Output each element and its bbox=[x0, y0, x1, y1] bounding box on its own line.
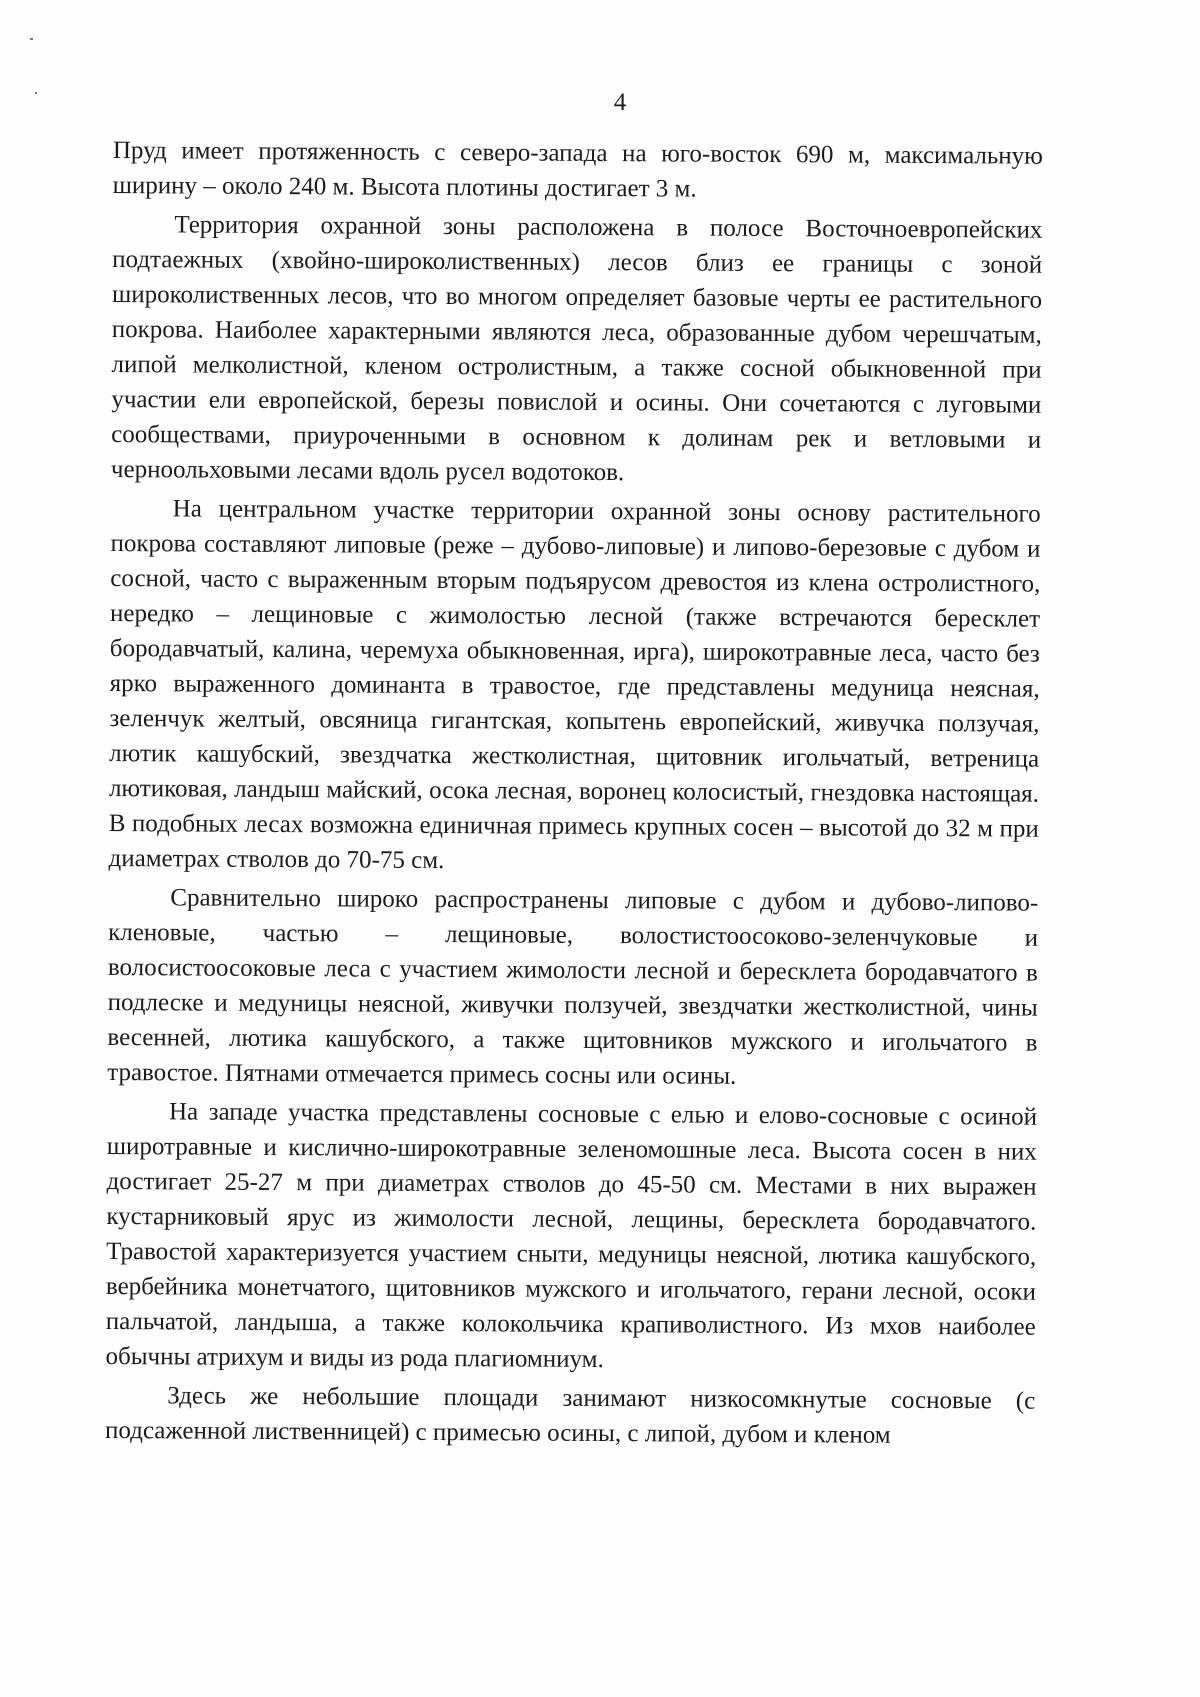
paragraph: Пруд имеет протяженность с северо-запада на юго-восток 690 м, максимальную ширину – около 240 м. Высота плотины достигает 3 м. bbox=[112, 136, 1043, 203]
document-body bbox=[105, 133, 1043, 1458]
scan-speck bbox=[30, 38, 33, 40]
paragraph: Территория охранной зоны расположена в полосе Восточноевропейских подтаежных (хвойно-широколиственных) лесов близ ее границы с зоной широколиственных лесов, что во многом определяет базовые черты ее растительного покрова. Наиболее характерными являются леса, образованные дубом черешчатым, липой мелколистной, кленом остролистным, а также сосной обыкновенной при участии ели европейской, березы повислой и осины. Они сочетаются с луговыми сообществами, приуроченными в основном к долинам рек и ветловыми и черноольховыми лесами вдоль русел водотоков. bbox=[110, 211, 1043, 487]
paragraph: Сравнительно широко распространены липовые с дубом и дубово-липово-кленовые, частью – лещиновые, волостистоосоково-зеленчуковые и волосистоосоковые леса с участием жимолости лесной и бересклета бородавчатого в подлеске и медуницы неясной, живучки ползучей, звездчатки жестколистной, чины весенней, лютика кашубского, а также щитовников мужского и игольчатого в травостое. Пятнами отмечается примесь сосны или осины. bbox=[107, 884, 1039, 1090]
paragraph: На центральном участке территории охранной зоны основу растительного покрова составляют липовые (реже – дубово-липовые) и липово-березовые с дубом и сосной, часто с выраженным вторым подъярусом древостоя из клена остролистного, нередко – лещиновые с жимолостью лесной (также встречаются бересклет бородавчатый, калина, черемуха обыкновенная, ирга), широкотравные леса, часто без ярко выраженного доминанта в травостое, где представлены медуница неясная, зеленчук желтый, овсяница гигантская, копытень европейский, живучка ползучая, лютик кашубский, звездчатка жестколистная, щитовник игольчатый, ветреница лютиковая, ландыш майский, осока лесная, воронец колосистый, гнездовка настоящая. В подобных лесах возможна единичная примесь крупных сосен – высотой до 32 м при диаметрах стволов до 70-75 см. bbox=[108, 495, 1041, 875]
paragraph: На западе участка представлены сосновые с елью и елово-сосновые с осиной широтравные и кислично-широкотравные зеленомошные леса. Высота сосен в них достигает 25-27 м при диаметрах стволов до 45-50 см. Местами в них выражен кустарниковый ярус из жимолости лесной, лещины, бересклета бородавчатого. Травостой характеризуется участием сныти, медуницы неясной, лютика кашубского, вербейника монетчатого, щитовников мужского и игольчатого, герани лесной, осоки пальчатой, ландыша, а также колокольчика крапиволистного. Из мхов наиболее обычны атрихум и виды из рода плагиомниум. bbox=[105, 1098, 1038, 1374]
page-number: 4 bbox=[613, 89, 627, 116]
paragraph: Здесь же небольшие площади занимают низкосомкнутые сосновые (с подсаженной лиственницей) с примесью осины, с липой, дубом и кленом bbox=[104, 1382, 1036, 1449]
